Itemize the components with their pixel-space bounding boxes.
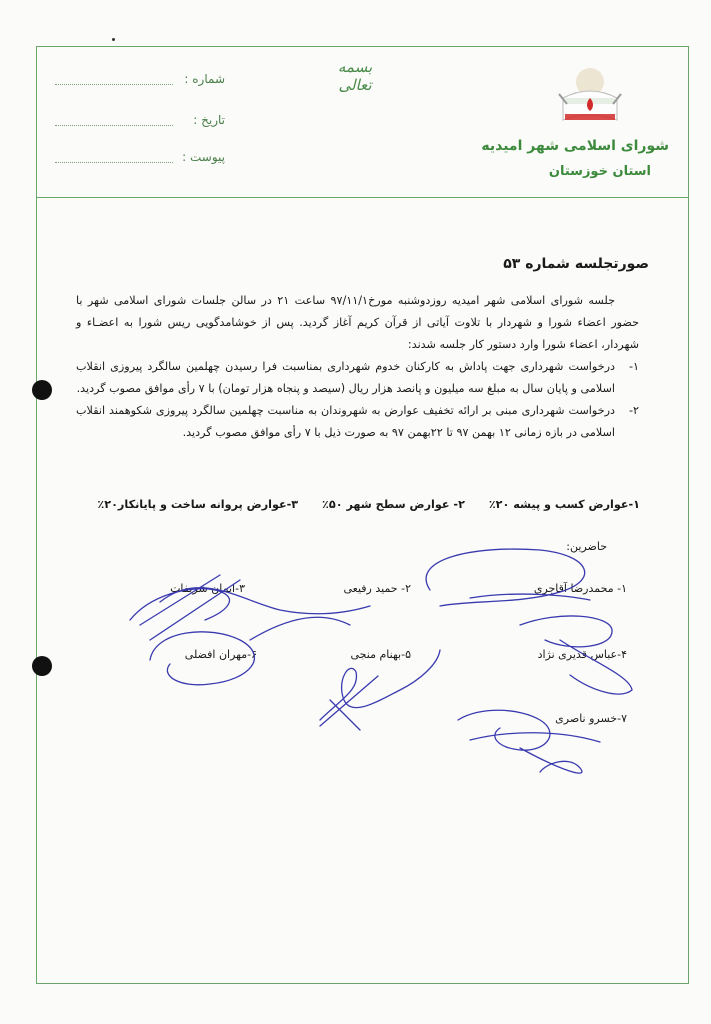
attendees-label: حاضرین: bbox=[566, 540, 607, 553]
intro-paragraph: جلسه شورای اسلامی شهر امیدیه روزدوشنبه مورخ۹۷/۱۱/۱ ساعت ۲۱ در سالن جلسات شورای اسلامی شهر با حضور اعضاء شورا و شهردار با تلاوت آیاتی از قرآن کریم آغاز گردید. پس از خوشامدگویی ریس شورا به اعضـاء و شهردار، اعضاء شورا وارد دستور کار جلسه شدند: bbox=[76, 294, 639, 351]
bismillah-calligraphy: بسمه تعالی bbox=[337, 58, 373, 94]
attendee-7: ۷-خسرو ناصری bbox=[555, 712, 627, 725]
binder-hole-bottom bbox=[32, 656, 52, 676]
iran-emblem-icon bbox=[555, 64, 625, 130]
agenda-item-text: درخواست شهرداری جهت پاداش به کارکنان خدوم شهرداری بمناسبت فرا رسیدن چهلمین سالگرد پیروزی انقلاب اسلامی و پایان سال به مبلغ سه میلیون و پانصد هزار ریال (سیصد و پنجاه هزار تومان) با ۷ رأی موافق مصوب گردید. bbox=[76, 360, 615, 395]
minutes-title: صورتجلسه شماره ۵۳ bbox=[503, 256, 649, 272]
council-name: شورای اسلامی شهر امیدیه bbox=[481, 138, 669, 154]
attachment-dotted-line bbox=[55, 162, 173, 163]
page-border bbox=[36, 46, 689, 984]
attendee-4: ۴-عباس قدیری نژاد bbox=[537, 648, 627, 661]
date-field bbox=[55, 113, 225, 133]
date-dotted-line bbox=[55, 125, 173, 126]
number-field bbox=[55, 72, 225, 92]
scan-speck bbox=[112, 38, 115, 41]
province-name: استان خوزستان bbox=[548, 164, 651, 179]
fee-item-2: ۲- عوارض سطح شهر ۵۰٪ bbox=[322, 498, 465, 511]
header-divider bbox=[36, 197, 689, 198]
attendee-1: ۱- محمدرضا آقاجری bbox=[533, 582, 627, 595]
fee-item-1: ۱-عوارض کسب و پیشه ۲۰٪ bbox=[488, 498, 640, 511]
fee-item-3: ۳-عوارض پروانه ساخت و پایانکار۲۰٪ bbox=[97, 498, 299, 511]
agenda-item-text: درخواست شهرداری مبنی بر ارائه تخفیف عوارض به شهروندان به مناسبت چهلمین سالگرد پیروزی شکوهمند انقلاب اسلامی در بازه زمانی ۱۲ بهمن ۹۷ تا ۲۲بهمن ۹۷ به صورت ذیل با ۷ رأی موافق مصوب گردید. bbox=[76, 404, 615, 439]
agenda-item-1 bbox=[76, 356, 639, 400]
attendee-6: ۶-مهران افضلی bbox=[184, 648, 257, 661]
number-dotted-line bbox=[55, 84, 173, 85]
fee-discount-list bbox=[80, 498, 640, 511]
date-label: تاریخ : bbox=[193, 113, 225, 127]
agenda-item-2 bbox=[76, 400, 639, 444]
attendee-3: ۳-ایمان شریفات bbox=[170, 582, 245, 595]
binder-hole-top bbox=[32, 380, 52, 400]
attendee-5: ۵-بهنام منجی bbox=[350, 648, 411, 661]
minutes-body bbox=[76, 290, 639, 444]
attachment-field bbox=[55, 150, 225, 170]
agenda-item-number: ۲- bbox=[628, 404, 639, 417]
agenda-item-number: ۱- bbox=[628, 360, 639, 373]
number-label: شماره : bbox=[184, 72, 225, 86]
attendee-2: ۲- حمید رفیعی bbox=[343, 582, 411, 595]
attachment-label: پیوست : bbox=[182, 150, 225, 164]
